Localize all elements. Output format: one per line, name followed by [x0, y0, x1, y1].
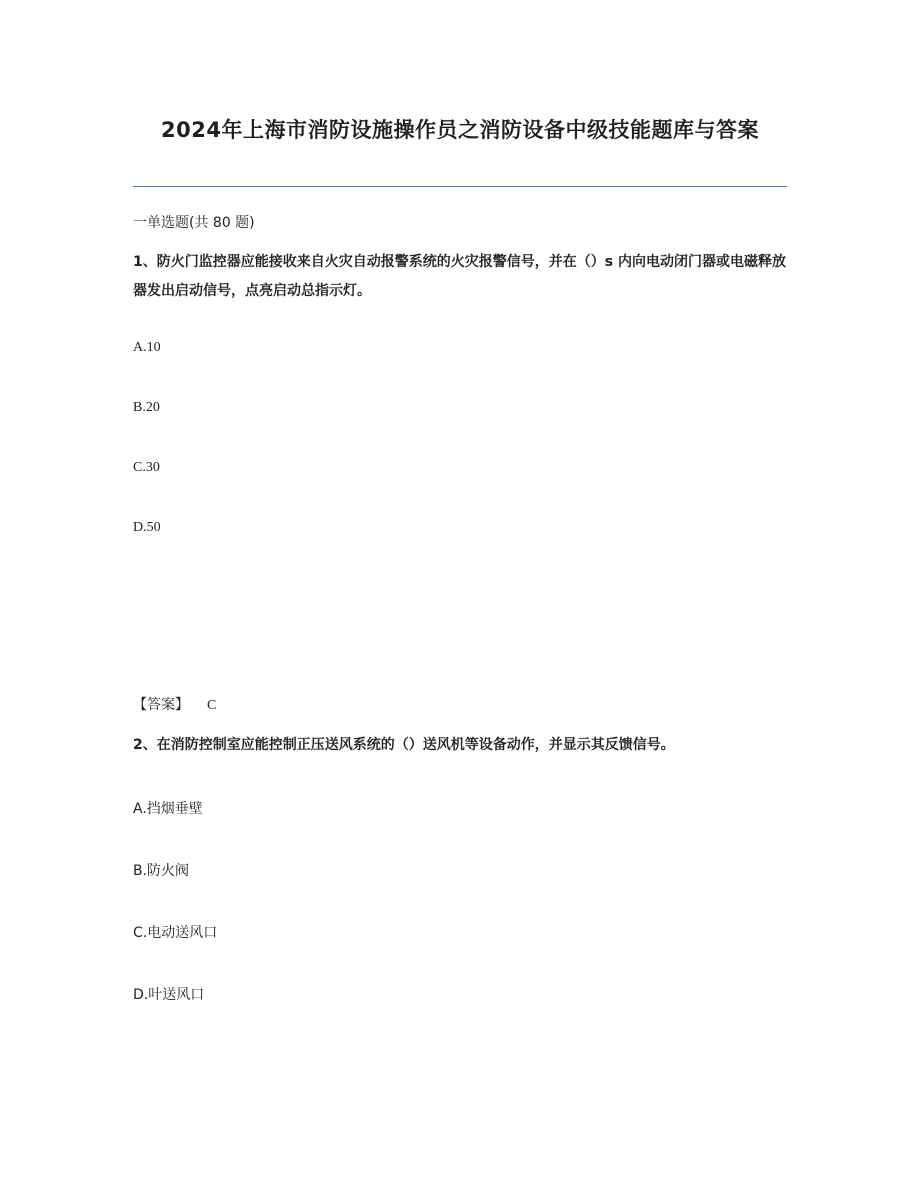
section-heading: 一单选题(共 80 题)	[133, 215, 255, 231]
question-2-option-c: C.电动送风口	[133, 925, 218, 941]
question-1-option-a: A.10	[133, 340, 161, 355]
answer-label: 【答案】	[133, 697, 189, 713]
question-2-option-a: A.挡烟垂壁	[133, 801, 203, 817]
document-title: 2024年上海市消防设施操作员之消防设备中级技能题库与答案	[161, 118, 759, 142]
question-1-option-d: D.50	[133, 520, 161, 535]
answer-value: C	[207, 698, 217, 713]
question-2-option-d: D.叶送风口	[133, 987, 205, 1003]
question-1-option-b: B.20	[133, 400, 160, 415]
title-divider	[133, 186, 787, 187]
question-1-stem: 1、防火门监控器应能接收来自火灾自动报警系统的火灾报警信号，并在（）s 内向电动闭门器或电磁释放器发出启动信号，点亮启动总指示灯。	[133, 254, 786, 299]
question-1-option-c: C.30	[133, 460, 160, 475]
question-2-option-b: B.防火阀	[133, 863, 190, 879]
question-2-stem: 2、在消防控制室应能控制正压送风系统的（）送风机等设备动作，并显示其反馈信号。	[133, 737, 675, 753]
question-1-answer	[133, 695, 216, 716]
